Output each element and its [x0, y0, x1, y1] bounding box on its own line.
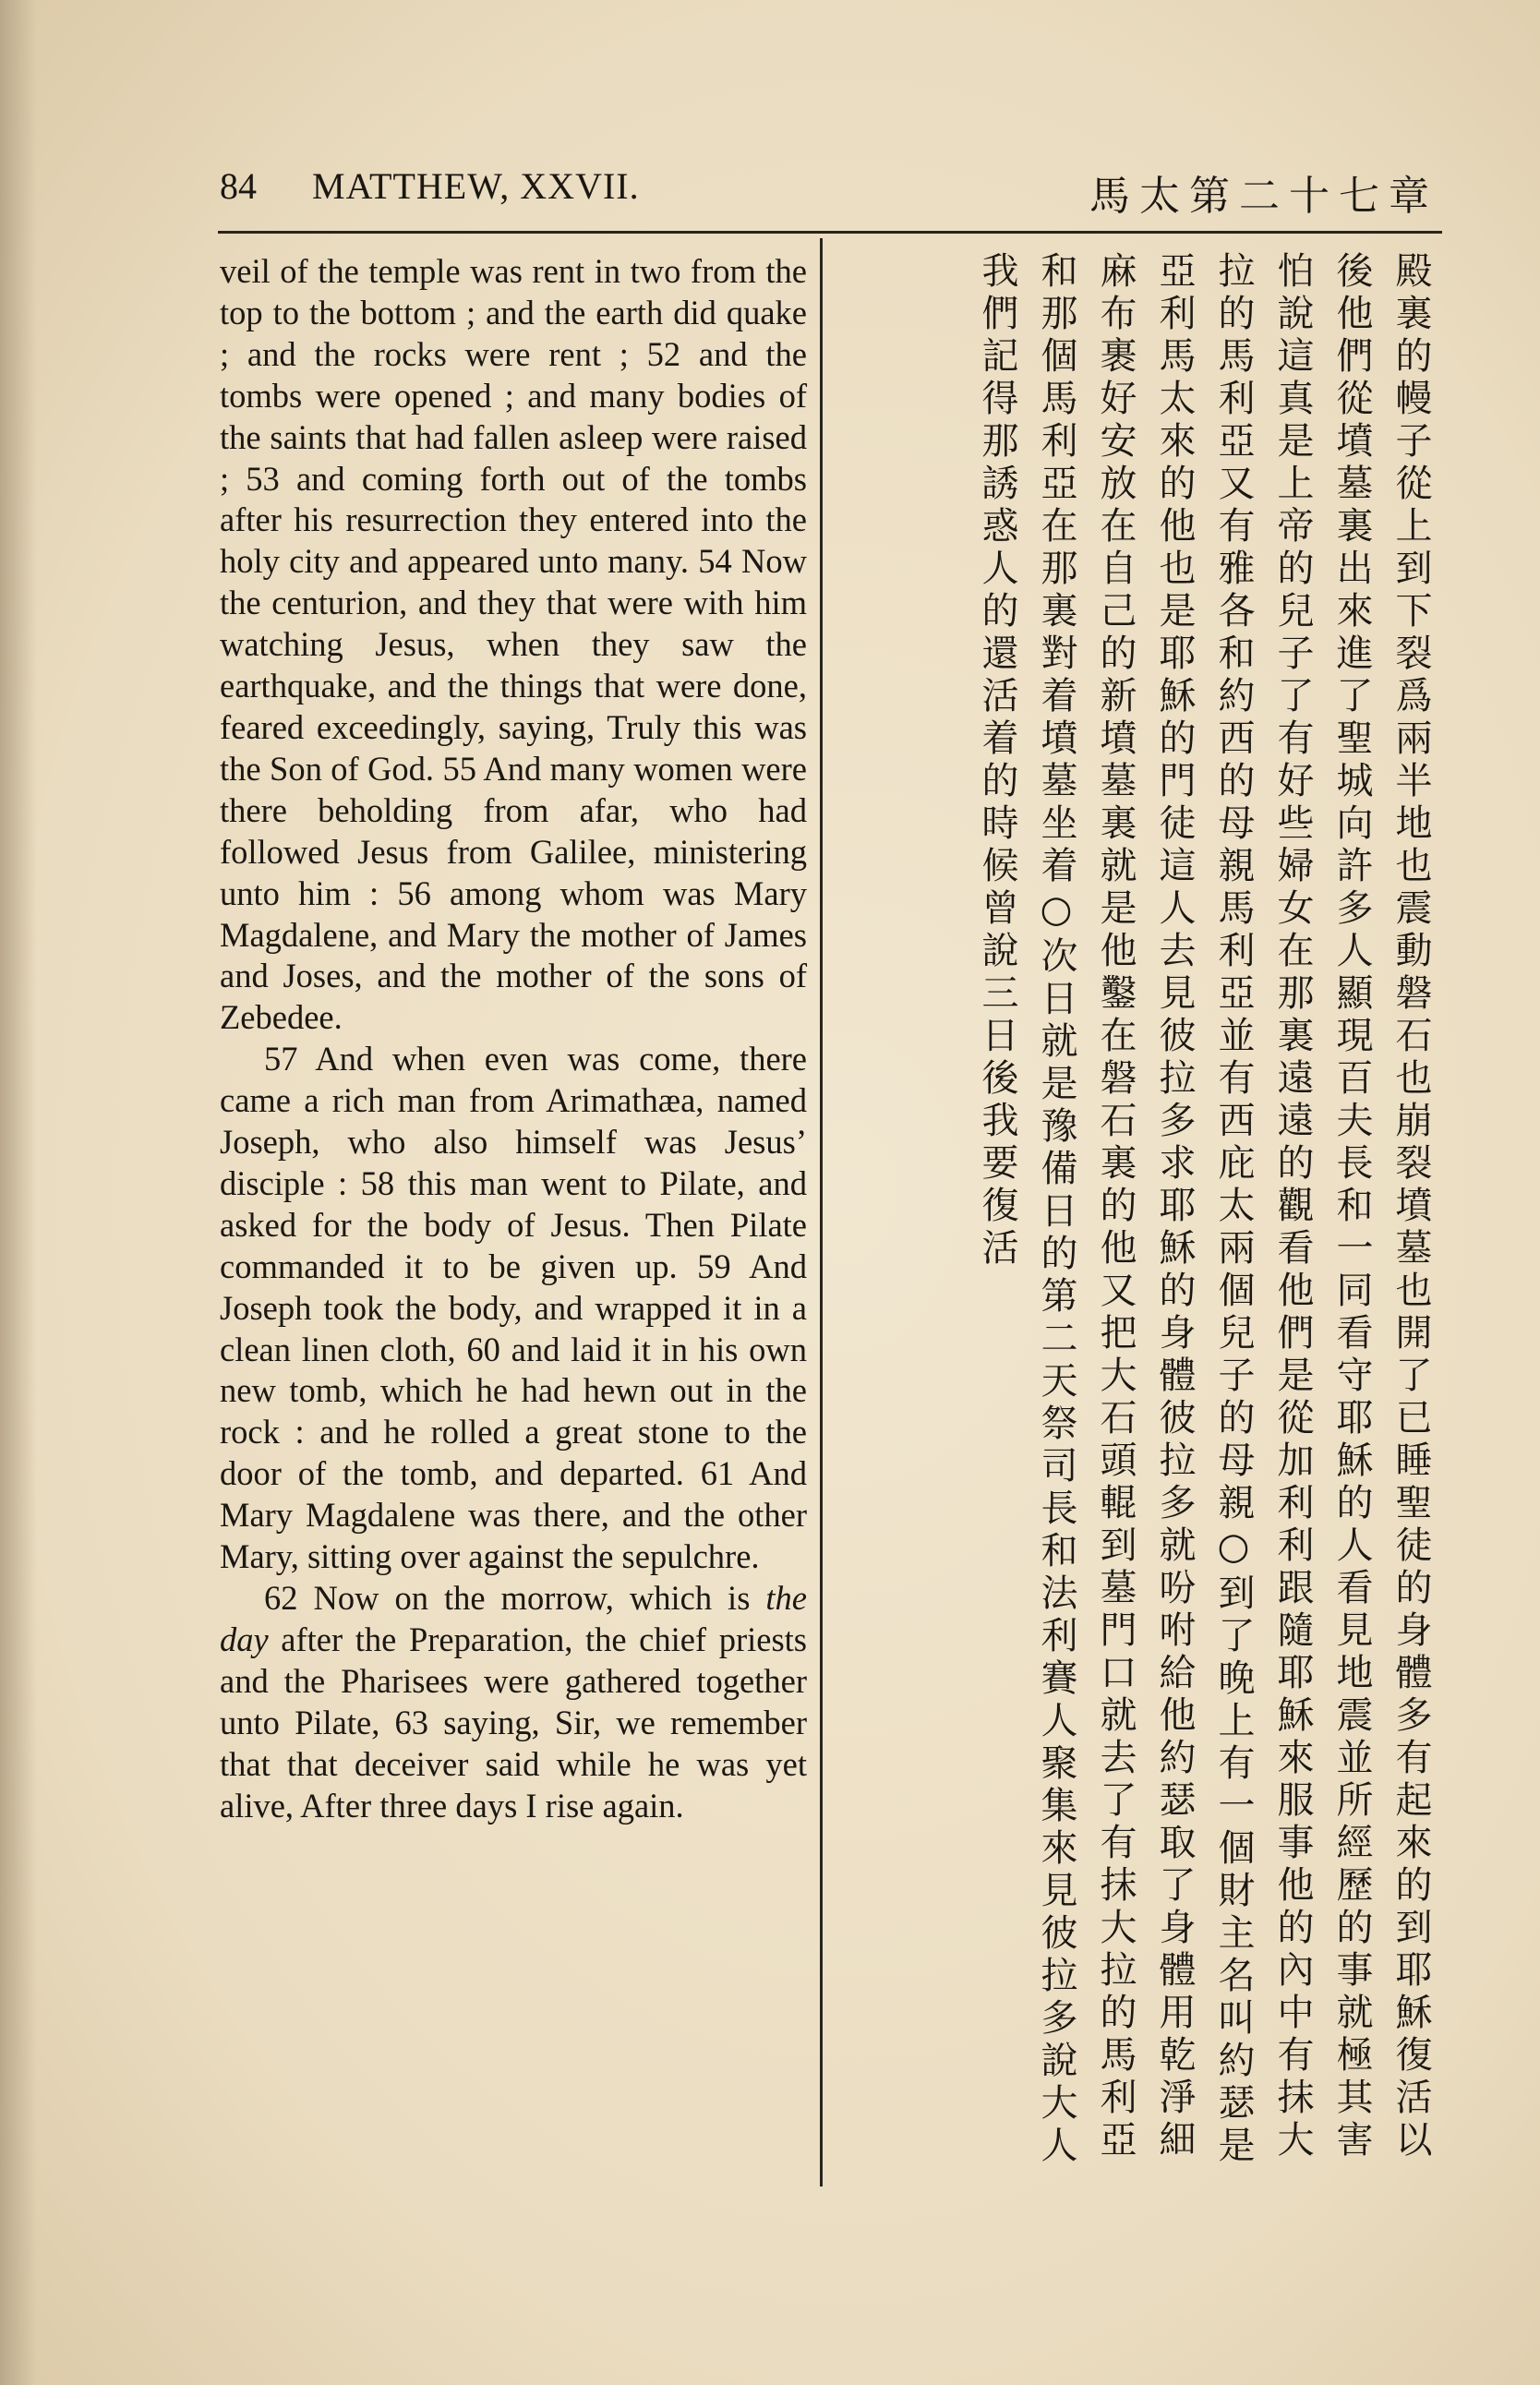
english-italic-phrase: the day: [220, 1579, 807, 1658]
running-title: MATTHEW, XXVII.: [312, 165, 640, 207]
page-number: 84: [220, 165, 257, 207]
chinese-running-title: 馬太第二十七章: [1089, 173, 1438, 220]
english-paragraph: [220, 1578, 807, 1826]
english-column: [220, 251, 807, 1826]
column-divider: [820, 238, 823, 2186]
page-header: [220, 164, 1438, 220]
english-text-fragment: after the Preparation, the chief priests and the Pharisees were gathered together unto Pilate, 63 saying, Sir, we remember that that deceiver said while he was yet alive, After three days I rise again.: [220, 1620, 807, 1825]
english-paragraph: 57 And when even was come, there came a rich man from Arimathæa, named Joseph, who also himself was Jesus’ disciple : 58 this man went to Pilate, and asked for the body of Jesus. Then Pilate commanded it to be given up. 59 And Joseph took the body, and wrapped it in a clean linen cloth, 60 and laid it in his own new tomb, which he had hewn out in the rock : and he rolled a great stone to the door of the tomb, and departed. 61 And Mary Magdalene was there, and the other Mary, sitting over against the sepulchre.: [220, 1040, 807, 1576]
chinese-column: [831, 251, 1440, 2199]
header-rule: [218, 231, 1442, 234]
page-gutter-shadow: [0, 0, 37, 2385]
chinese-text: 殿裏的幔子從上到下裂爲兩半地也震動磐石也崩裂墳墓也開了已睡聖徒的身體多有起來的到耶穌復活以後他們從墳墓裏出來進了聖城向許多人顯現百夫長和一同看守耶穌的人看見地震並所經歷的事就極其害怕說這真是上帝的兒子了有好些婦女在那裏遠遠的觀看他們是從加利利跟隨耶穌來服事他的內中有抹大拉的馬利亞又有雅各和約西的母親馬利亞並有西庇太兩個兒子的母親○到了晚上有一個財主名叫約瑟是亞利馬太來的他也是耶穌的門徒這人去見彼拉多求耶穌的身體彼拉多就吩咐給他約瑟取了身體用乾淨細麻布裹好安放在自己的新墳墓裏就是他鑿在磐石裏的他又把大石頭輥到墓門口就去了有抹大拉的馬利亞和那個馬利亞在那裏對着墳墓坐着○次日就是豫備日的第二天祭司長和法利賽人聚集來見彼拉多說大人我們記得那誘惑人的還活着的時候曾說三日後我要復活: [976, 251, 1432, 2168]
english-paragraph: veil of the temple was rent in two from the top to the bottom ; and the earth did quake ; and the rocks were rent ; 52 and the tombs were opened ; and many bodies of the saints that had fallen asleep were raised ; 53 and coming forth out of the tombs after his resurrection they entered into the holy city and appeared unto many. 54 Now the centurion, and they that were with him watching Jesus, when they saw the earthquake, and the things that were done, feared exceedingly, saying, Truly this was the Son of God. 55 And many women were there beholding from afar, who had followed Jesus from Galilee, ministering unto him : 56 among whom was Mary Magdalene, and Mary the mother of James and Joses, and the mother of the sons of Zebedee.: [220, 252, 807, 1037]
english-text-fragment: 62 Now on the morrow, which is: [264, 1579, 766, 1617]
